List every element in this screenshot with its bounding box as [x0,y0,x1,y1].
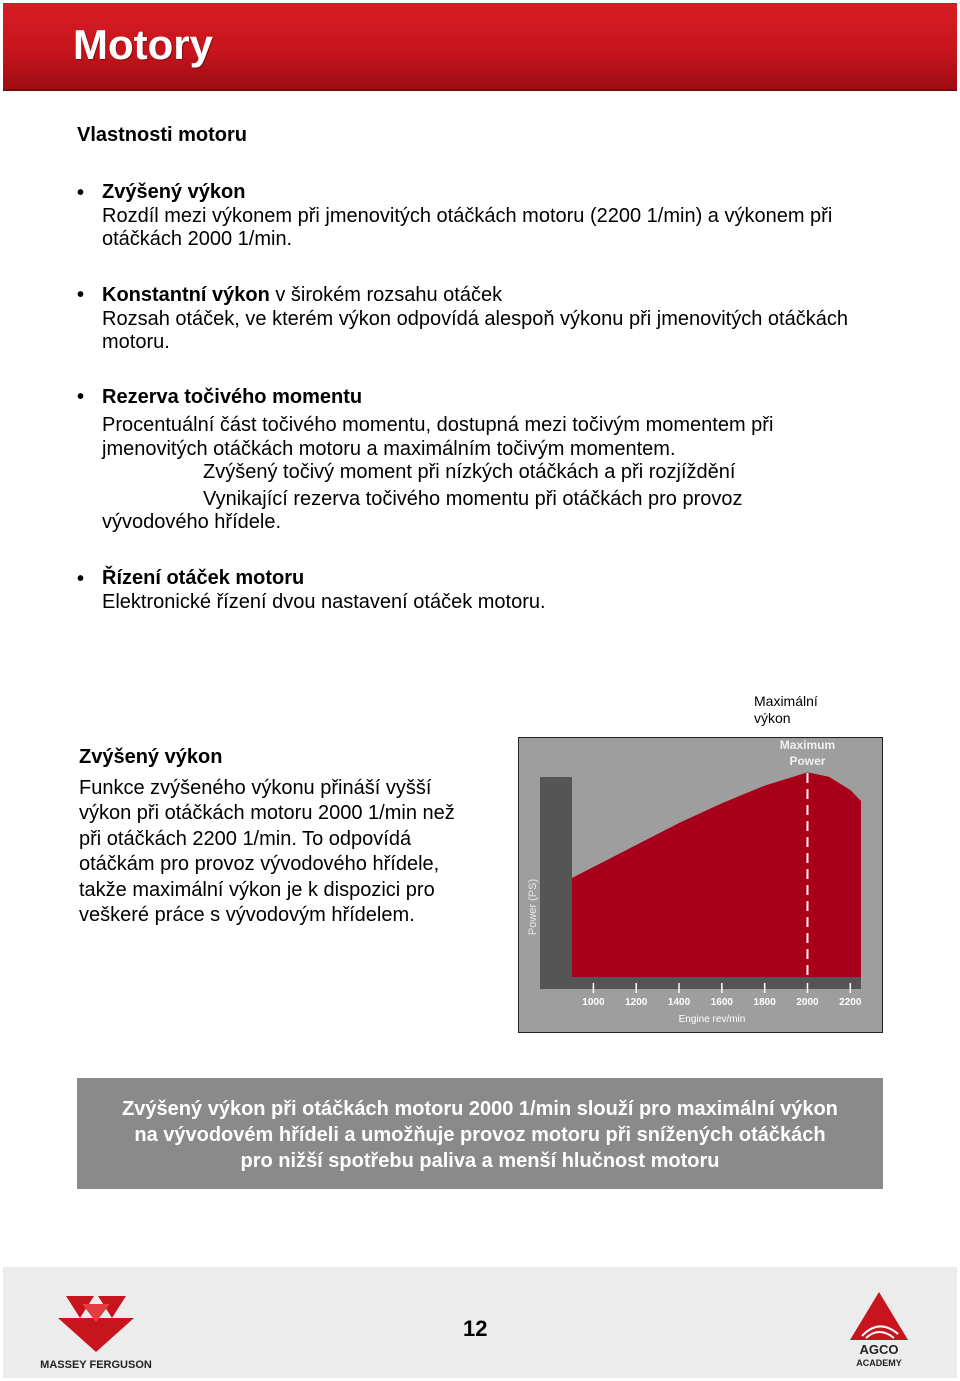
x-tick-label: 2000 [796,997,819,1008]
power-curve-chart [518,737,883,1033]
mf-logo-text: MASSEY FERGUSON [40,1359,152,1371]
x-tick-label: 1600 [710,997,733,1008]
feature-constant-power [102,284,902,355]
feature-text: Elektronické řízení dvou nastavení otáček motoru. [102,590,546,613]
mf-triangle-center [58,1318,134,1352]
page-number: 12 [463,1316,488,1341]
chart-callout-line: výkon [754,710,791,726]
summary-banner [77,1078,883,1189]
summary-line: pro nižší spotřebu paliva a menší hlučnost motoru [240,1150,720,1172]
feature-engine-speed-control [102,567,902,614]
feature-title: Řízení otáček motoru [102,567,305,589]
bullet-marker: • [77,182,85,204]
x-tick-label: 1400 [667,997,691,1008]
side-text: Funkce zvýšeného výkonu přináší vyšší výkon při otáčkách motoru 2000 1/min než při otáčkách 2200 1/min. To odpovídá otáčkám pro provoz vývodového hřídele, takže maximální výkon je k dispozici pro veškeré práce s vývodovým hřídelem. [79,777,455,927]
bullet-marker: • [77,386,85,408]
x-tick-label: 2200 [839,997,862,1008]
feature-text-line: jmenovitých otáčkách motoru a maximálním točivým momentem. [102,438,676,460]
feature-text-line: Vynikající rezerva točivého momentu při otáčkách pro provoz [203,488,743,510]
x-tick-label: 1800 [753,997,776,1008]
bullet-marker: • [77,284,85,306]
chart-callout-label [754,693,818,727]
feature-text: Rozsah otáček, ve kterém výkon odpovídá alespoň výkonu při jmenovitých otáčkách motoru. [102,307,848,353]
chart-callout-line: Maximální [754,693,818,709]
agco-academy-logo [848,1290,910,1370]
summary-text [77,1096,883,1174]
x-tick-label: 1000 [582,997,605,1008]
chart-x-label: Engine rev/min [678,1014,746,1025]
chart-y-axis-bar [540,777,572,983]
max-power-label: Maximum [779,738,836,752]
bullet-marker: • [77,568,85,590]
max-power-label: Power [789,754,826,768]
agco-logo-subtext: ACADEMY [856,1358,902,1368]
feature-title: Zvýšený výkon [102,181,246,203]
summary-line: na vývodovém hřídeli a umožňuje provoz motoru při snížených otáčkách [134,1124,826,1146]
feature-title: Rezerva točivého momentu [102,386,363,408]
side-title: Zvýšený výkon [79,746,223,768]
page-title: Motory [73,21,213,68]
page-header [3,3,957,91]
agco-logo-text: AGCO [859,1342,899,1357]
summary-line: Zvýšený výkon při otáčkách motoru 2000 1/min slouží pro maximální výkon [122,1098,838,1120]
chart-x-axis-bar [540,977,861,989]
section-title: Vlastnosti motoru [77,124,248,146]
feature-text: Rozdíl mezi výkonem při jmenovitých otáčkách motoru (2200 1/min) a výkonem při otáčkách 2000 1/min. [102,204,833,250]
chart-y-label: Power (PS) [527,878,539,936]
feature-increased-power [102,181,902,252]
feature-text-line: vývodového hřídele. [102,511,282,533]
feature-text-line: Procentuální část točivého momentu, dostupná mezi točivým momentem při [102,414,774,436]
massey-ferguson-logo [36,1292,156,1372]
x-tick-label: 1200 [625,997,648,1008]
feature-title: Konstantní výkon [102,284,270,306]
feature-text-line: Zvýšený točivý moment při nízkých otáčkách a při rozjíždění [203,461,736,483]
feature-title-rest: v širokém rozsahu otáček [269,284,503,306]
